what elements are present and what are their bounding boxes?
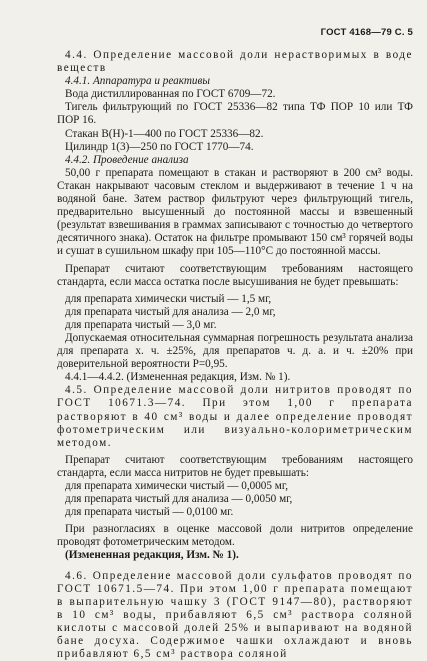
equipment-item: Цилиндр 1(3)—250 по ГОСТ 1770—74. [65,140,254,153]
section-4-4-1-title: 4.4.1. Аппаратура и реактивы [65,75,210,88]
section-4-4-2-title: 4.4.2. Проведение анализа [65,153,189,166]
page-content [57,49,418,661]
criteria-paragraph: Препарат считают соответствующим требованиям настоящего стандарта, если масса нитритов не будет превышать: [57,453,416,479]
section-4-6-paragraph: 4.6. Определение массовой доли сульфатов проводят по ГОСТ 10671.5—74. При этом 1,00 г препарата помещают в выпарительную чашку 3 (ГОСТ 9147—80), растворяют в 10 см³ воды, прибавляют 6,5 см³ раствора соляной кислоты с массовой долей 25% и выпаривают на водяной бане досуха. Содержимое чашки охлаждают и вновь прибавляют 6,5 см³ раствора соляной [57,569,418,661]
page-header: ГОСТ 4168—79 С. 5 [320,27,413,38]
section-4-5-paragraph: 4.5. Определение массовой доли нитритов проводят по ГОСТ 10671.3—74. При этом 1,00 г препарата растворяют в 40 см³ воды и далее определение проводят фотометрическим или визуально-колориметрическим методом. [57,384,418,449]
limit-item: для препарата чистый для анализа — 2,0 мг, [65,305,276,318]
equipment-item: Тигель фильтрующий по ГОСТ 25336—82 типа ТФ ПОР 10 или ТФ ПОР 16. [57,101,416,127]
amendment-note: (Измененная редакция, Изм. № 1). [65,549,239,562]
amendment-note: 4.4.1—4.4.2. (Измененная редакция, Изм. № 1). [65,371,291,384]
dispute-paragraph: При разногласиях в оценке массовой доли нитритов определение проводят фотометрическим методом. [57,523,416,549]
limit-item: для препарата чистый для анализа — 0,0050 мг, [65,493,293,506]
procedure-paragraph: 50,00 г препарата помещают в стакан и растворяют в 200 см³ воды. Стакан накрывают часовым стеклом и выдерживают в течение 1 ч на водяной бане. Затем раствор фильтруют через фильтрующий тигель, предварительно высушенный до постоянной массы и взвешенный (результат взвешивания в граммах записывают с точностью до четвертого десятичного знака). Остаток на фильтре промывают 150 см³ горячей воды и сушат в сушильном шкафу при 105—110°С до постоянной массы. [57,166,416,258]
equipment-item: Вода дистиллированная по ГОСТ 6709—72. [65,88,276,101]
error-paragraph: Допускаемая относительная суммарная погрешность результата анализа для препарата х. ч. ±25%, для препаратов ч. д. а. и ч. ±20% при доверительной вероятности P=0,95. [57,331,416,371]
limit-item: для препарата химически чистый — 0,0005 мг, [65,480,288,492]
criteria-paragraph: Препарат считают соответствующим требованиям настоящего стандарта, если масса остатка после высушивания не будет превышать: [57,262,416,288]
equipment-item: Стакан В(Н)-1—400 по ГОСТ 25336—82. [65,127,264,140]
limit-item: для препарата чистый — 3,0 мг. [65,318,217,331]
limit-item: для препарата химически чистый — 1,5 мг, [65,292,272,305]
section-4-4-title: 4.4. Определение массовой доли нерастворимых в воде веществ [57,49,418,75]
limit-item: для препарата чистый — 0,0100 мг. [65,506,234,519]
